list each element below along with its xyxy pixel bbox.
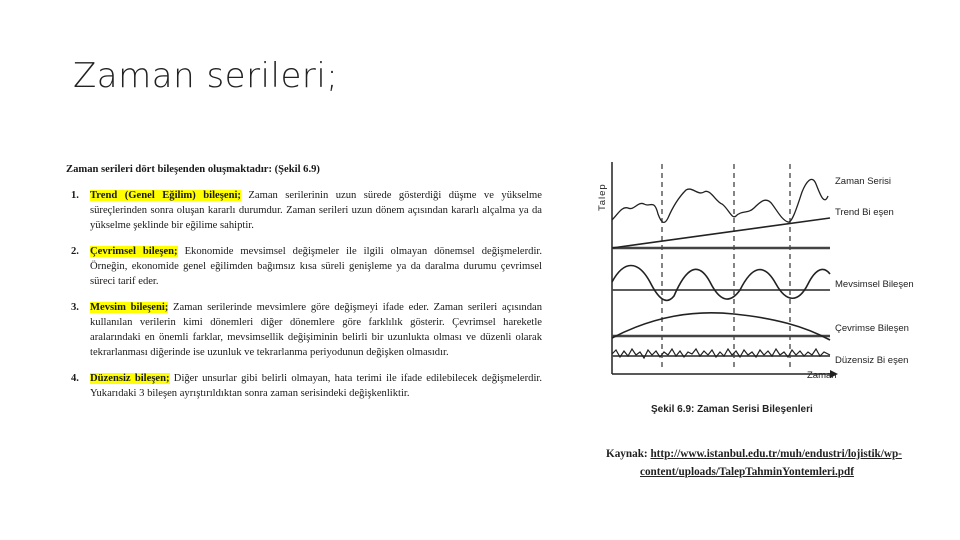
item-text: Zaman serilerinin uzun sürede gösterdiği düşme ve yükselme süreçlerinden sonra oluşan kararlı durumdur. Zaman serileri uzun dönem açısından kararlı alçalma ya da yükselme şeklinde bir eğilime sahiptir. <box>90 190 542 231</box>
seasonal-curve <box>612 266 830 301</box>
components-diagram <box>594 156 924 386</box>
label-irregular: Düzensiz Bi eşen <box>835 355 909 366</box>
item-text: Ekonomide mevsimsel değişmeler ile ilgili olmayan dönemsel değişmelerdir. Örneğin, ekonomide genel eğilimden bağımsız kısa süreli genişleme ya da daralma durumu çevrimsel süreci tarif eder. <box>90 246 542 287</box>
item-heading: Düzensiz bileşen; <box>90 373 170 384</box>
item-text: Zaman serilerinde mevsimlere göre değişmeyi ifade eder. Zaman serileri açısından kullanılan verilerin kimi dönemleri diğer dönemlere göre farklılık gösterir. Çevrimsel hareketle aralarındaki en önemli farklar, mevsimsellik değişiminin belirli bir uzunlukta olması ve düzenli olarak tekrarlanması diğerinde ise uzunluk ve tekrarlanma periyodunun değişken olmasıdır. <box>90 302 542 358</box>
item-heading: Mevsim bileşeni; <box>90 302 169 313</box>
time-series-components-figure <box>594 156 924 426</box>
y-axis-label: Talep <box>597 183 608 211</box>
source-prefix: Kaynak: <box>606 448 648 460</box>
item-number: 1. <box>71 190 79 201</box>
item-number: 4. <box>71 373 79 384</box>
list-item-irregular <box>66 371 542 401</box>
document-excerpt <box>66 162 542 412</box>
label-cyclical: Çevrimse Bileşen <box>835 323 909 334</box>
time-series-curve <box>612 179 828 222</box>
item-text: Diğer unsurlar gibi belirli olmayan, hata terimi ile ifade edilebilecek değişmelerdir. Yukarıdaki 3 bileşen ayrıştırıldıktan sonra zaman serisindeki değişkenliktir. <box>90 373 542 399</box>
label-seasonal: Mevsimsel Bileşen <box>835 279 914 290</box>
item-number: 2. <box>71 246 79 257</box>
intro-text: Zaman serileri dört bileşenden oluşmaktadır: (Şekil 6.9) <box>66 164 320 175</box>
x-axis-label: Zaman <box>807 370 837 381</box>
source-citation <box>606 445 926 481</box>
list-item-trend <box>66 188 542 233</box>
slide-title: Zaman serileri; <box>73 56 339 96</box>
item-heading: Trend (Genel Eğilim) bileşeni; <box>90 190 241 201</box>
label-zaman-serisi: Zaman Serisi <box>835 176 891 187</box>
label-trend: Trend Bi eşen <box>835 207 894 218</box>
item-heading: Çevrimsel bileşen; <box>90 246 178 257</box>
list-item-seasonal <box>66 300 542 360</box>
source-url-line2[interactable]: content/uploads/TalepTahminYontemleri.pdf <box>640 466 854 478</box>
item-number: 3. <box>71 302 79 313</box>
source-url-line1[interactable]: http://www.istanbul.edu.tr/muh/endustri/lojistik/wp- <box>650 448 902 460</box>
trend-line <box>612 218 830 248</box>
list-item-cyclical <box>66 244 542 289</box>
figure-caption: Şekil 6.9: Zaman Serisi Bileşenleri <box>651 404 813 415</box>
